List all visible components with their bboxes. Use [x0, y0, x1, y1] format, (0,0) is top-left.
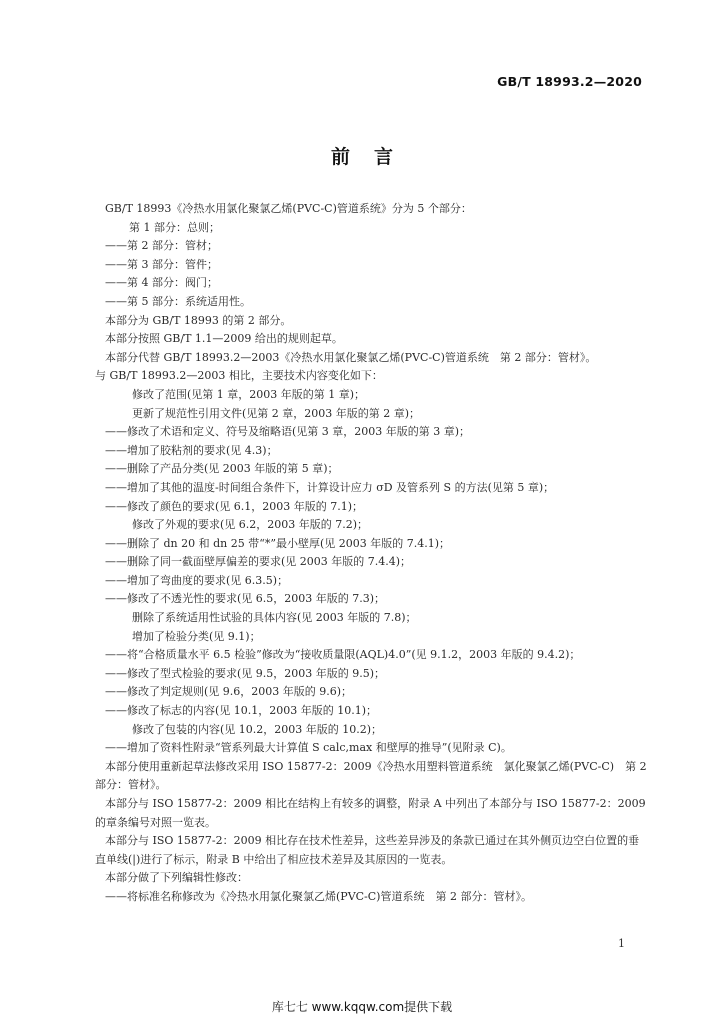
list-item: ——增加了资料性附录“管系列最大计算值 S calc,max 和壁厚的推导”(见附录 C)。 — [105, 741, 512, 755]
paragraph: 本部分为 GB/T 18993 的第 2 部分。 — [105, 313, 292, 327]
standard-number: GB/T 18993.2—2020 — [497, 74, 642, 89]
paragraph: 本部分与 ISO 15877-2：2009 相比存在技术性差异，这些差异涉及的条款已通过在其外侧页边空白位置的垂直单线(|)进行了标示，附录 B 中给出了相应技术差异及其原因的一览表。 — [95, 834, 640, 866]
list-item: ——修改了标志的内容(见 10.1，2003 年版的 10.1)； — [105, 704, 378, 718]
list-item: ——修改了型式检验的要求(见 9.5，2003 年版的 9.5)； — [105, 666, 386, 680]
paragraph: GB/T 18993《冷热水用氯化聚氯乙烯(PVC-C)管道系统》分为 5 个部分： — [105, 202, 472, 215]
page-number: 1 — [618, 937, 625, 950]
paragraph: 本部分使用重新起草法修改采用 ISO 15877-2：2009《冷热水用塑料管道系统 氯化聚氯乙烯(PVC-C) 第 2 部分：管材》。 — [95, 759, 647, 792]
list-item: ——第 2 部分：管材； — [105, 239, 218, 253]
list-item: ——删除了 dn 20 和 dn 25 带“*”最小壁厚(见 2003 年版的 7.4.1)； — [105, 536, 451, 550]
list-item: ——增加了其他的温度-时间组合条件下，计算设计应力 σD 及管系列 S 的方法(见第 5 章)； — [105, 480, 555, 494]
list-item: ——第 4 部分：阀门； — [105, 276, 218, 290]
list-item: ——第 5 部分：系统适用性。 — [105, 294, 251, 308]
list-item: ——修改了不透光性的要求(见 6.5，2003 年版的 7.3)； — [105, 592, 386, 606]
list-item: ——删除了产品分类(见 2003 年版的第 5 章)； — [105, 462, 339, 476]
list-item: 增加了检验分类(见 9.1)； — [132, 629, 261, 643]
list-item: 修改了范围(见第 1 章，2003 年版的第 1 章)； — [132, 387, 366, 401]
list-item: ——将标准名称修改为《冷热水用氯化聚氯乙烯(PVC-C)管道系统 第 2 部分：管材》。 — [105, 889, 532, 903]
list-item: ——将“合格质量水平 6.5 检验”修改为“接收质量限(AQL)4.0”(见 9.1.2，2003 年版的 9.4.2)； — [105, 648, 581, 662]
list-item: ——删除了同一截面壁厚偏差的要求(见 2003 年版的 7.4.4)； — [105, 555, 412, 569]
list-item: 修改了包装的内容(见 10.2，2003 年版的 10.2)； — [132, 722, 383, 736]
list-item: ——第 3 部分：管件； — [105, 257, 218, 271]
list-item: 更新了规范性引用文件(见第 2 章，2003 年版的第 2 章)； — [132, 406, 421, 420]
paragraph: 与 GB/T 18993.2—2003 相比，主要技术内容变化如下： — [95, 369, 383, 383]
list-item: ——修改了术语和定义、符号及缩略语(见第 3 章，2003 年版的第 3 章)； — [105, 425, 471, 439]
paragraph: 本部分按照 GB/T 1.1—2009 给出的规则起草。 — [105, 332, 343, 346]
page-title: 前言 — [330, 146, 417, 168]
list-item: 删除了系统适用性试验的具体内容(见 2003 年版的 7.8)； — [132, 611, 417, 625]
paragraph: 本部分代替 GB/T 18993.2—2003《冷热水用氯化聚氯乙烯(PVC-C)管道系统 第 2 部分：管材》。 — [105, 350, 597, 364]
list-item: ——修改了颜色的要求(见 6.1，2003 年版的 7.1)； — [105, 499, 364, 513]
paragraph: 本部分做了下列编辑性修改： — [105, 871, 248, 885]
paragraph: 本部分与 ISO 15877-2：2009 相比在结构上有较多的调整，附录 A 中列出了本部分与 ISO 15877-2：2009 的章条编号对照一览表。 — [95, 797, 646, 829]
list-item: ——增加了弯曲度的要求(见 6.3.5)； — [105, 573, 289, 587]
list-item: 第 1 部分：总则； — [129, 220, 220, 234]
list-item: ——修改了判定规则(见 9.6，2003 年版的 9.6)； — [105, 685, 353, 699]
list-item: 修改了外观的要求(见 6.2，2003 年版的 7.2)； — [132, 518, 369, 532]
list-item: ——增加了胶粘剂的要求(见 4.3)； — [105, 443, 278, 457]
download-footer: 库七七 www.kqqw.com提供下载 — [271, 1000, 453, 1014]
foreword-body — [95, 200, 647, 907]
